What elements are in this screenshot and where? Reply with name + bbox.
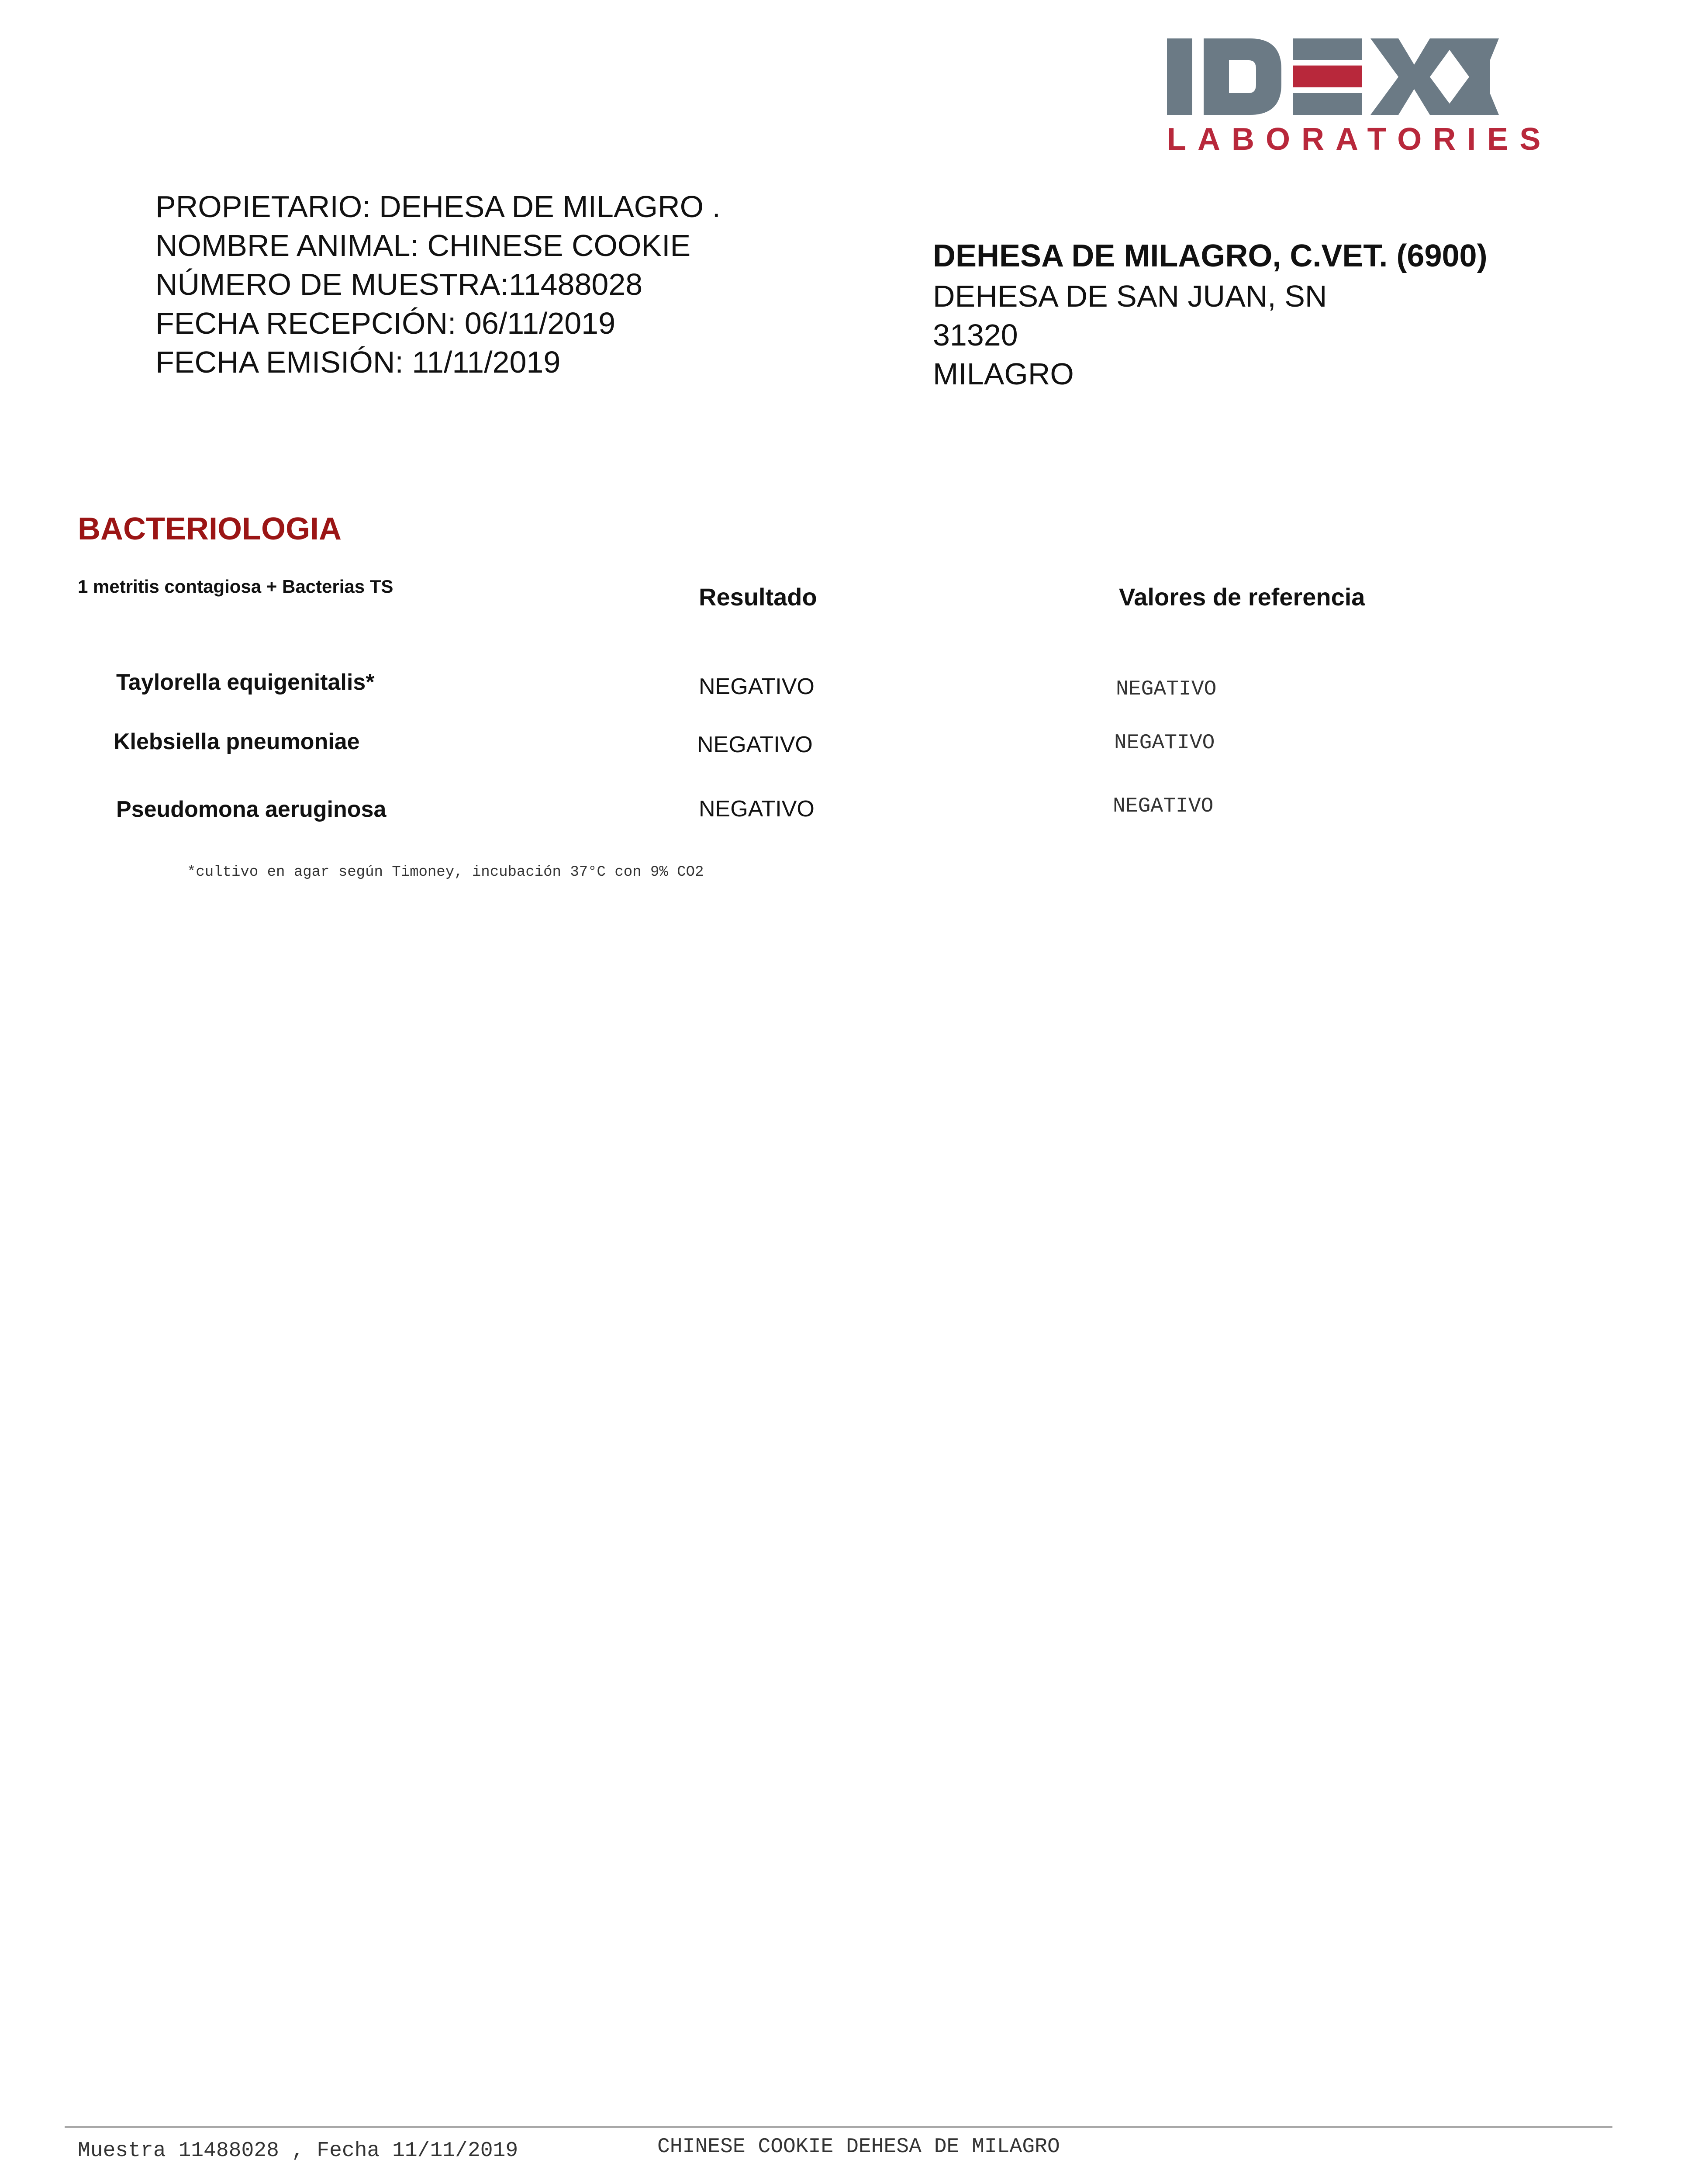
analyte-name: Taylorella equigenitalis* <box>116 670 375 695</box>
idexx-logo <box>1167 38 1552 157</box>
owner-fecha-emision: FECHA EMISIÓN: 11/11/2019 <box>155 345 561 379</box>
owner-fecha-recepcion: FECHA RECEPCIÓN: 06/11/2019 <box>155 306 616 340</box>
analyte-name: Klebsiella pneumoniae <box>114 729 360 754</box>
clinic-postal-code: 31320 <box>933 318 1018 352</box>
analyte-result: NEGATIVO <box>699 796 815 822</box>
footer-animal-owner: CHINESE COOKIE DEHESA DE MILAGRO <box>657 2135 1060 2159</box>
footer-sample-date: Muestra 11488028 , Fecha 11/11/2019 <box>78 2139 518 2163</box>
clinic-name: DEHESA DE MILAGRO, C.VET. (6900) <box>933 238 1488 273</box>
analyte-result: NEGATIVO <box>697 732 813 757</box>
test-name: 1 metritis contagiosa + Bacterias TS <box>78 576 393 597</box>
analyte-name: Pseudomona aeruginosa <box>116 797 387 822</box>
method-footnote: *cultivo en agar según Timoney, incubación 37°C con 9% CO2 <box>187 864 704 881</box>
logo-subtitle: LABORATORIES <box>1167 122 1552 157</box>
analyte-reference: NEGATIVO <box>1116 677 1217 701</box>
clinic-address: DEHESA DE SAN JUAN, SN <box>933 279 1327 313</box>
analyte-reference: NEGATIVO <box>1113 795 1214 818</box>
owner-numero-muestra: NÚMERO DE MUESTRA:11488028 <box>155 267 643 301</box>
column-header-reference: Valores de referencia <box>1119 583 1365 611</box>
section-title: BACTERIOLOGIA <box>78 511 342 546</box>
owner-propietario: PROPIETARIO: DEHESA DE MILAGRO . <box>155 190 721 224</box>
clinic-city: MILAGRO <box>933 357 1074 391</box>
footer-divider <box>65 2126 1612 2128</box>
owner-nombre-animal: NOMBRE ANIMAL: CHINESE COOKIE <box>155 228 691 263</box>
idexx-wordmark-icon <box>1167 38 1499 115</box>
column-header-result: Resultado <box>699 583 817 611</box>
analyte-result: NEGATIVO <box>699 674 815 699</box>
analyte-reference: NEGATIVO <box>1114 731 1215 755</box>
